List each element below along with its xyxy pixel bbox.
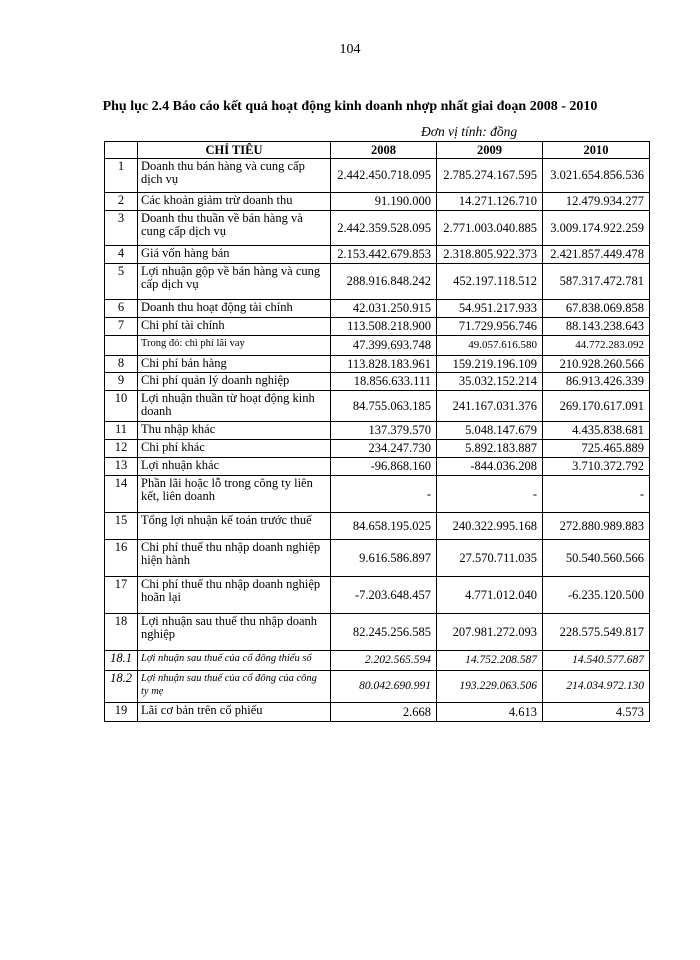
- value-2010: 3.021.654.856.536: [543, 159, 650, 193]
- table-row: [105, 373, 650, 391]
- row-number: 1: [105, 159, 138, 193]
- header-no: [105, 142, 138, 159]
- value-2009: 14.752.208.587: [437, 651, 543, 671]
- value-2010: 3.009.174.922.259: [543, 211, 650, 246]
- value-2010: 14.540.577.687: [543, 651, 650, 671]
- row-label: Lãi cơ bản trên cổ phiếu: [138, 703, 331, 722]
- table-row: [105, 513, 650, 540]
- table-row: [105, 476, 650, 513]
- row-label: Trong đó: chi phí lãi vay: [138, 336, 331, 356]
- value-2009: 241.167.031.376: [437, 391, 543, 422]
- table-row: [105, 671, 650, 703]
- row-label: Doanh thu hoạt động tài chính: [138, 300, 331, 318]
- value-2008: 2.668: [331, 703, 437, 722]
- table-row: [105, 318, 650, 336]
- table-row: [105, 540, 650, 577]
- row-number: 12: [105, 440, 138, 458]
- table-row: [105, 422, 650, 440]
- value-2010: 50.540.560.566: [543, 540, 650, 577]
- value-2008: 84.755.063.185: [331, 391, 437, 422]
- row-number: 2: [105, 193, 138, 211]
- value-2008: 84.658.195.025: [331, 513, 437, 540]
- table-row: [105, 614, 650, 651]
- row-number: 3: [105, 211, 138, 246]
- value-2009: 193.229.063.506: [437, 671, 543, 703]
- row-label: Phần lãi hoặc lỗ trong công ty liên kết, liên doanh: [138, 476, 331, 513]
- value-2008: 2.202.565.594: [331, 651, 437, 671]
- value-2008: 80.042.690.991: [331, 671, 437, 703]
- value-2010: -6.235.120.500: [543, 577, 650, 614]
- row-label: Chi phí bán hàng: [138, 356, 331, 373]
- value-2009: 240.322.995.168: [437, 513, 543, 540]
- row-number: 8: [105, 356, 138, 373]
- row-label: Chi phí khác: [138, 440, 331, 458]
- value-2010: 272.880.989.883: [543, 513, 650, 540]
- unit-note: Đơn vị tính: đồng: [421, 124, 518, 139]
- header-2010: 2010: [543, 142, 650, 159]
- row-label: Lợi nhuận sau thuế của cổ đông thiểu số: [138, 651, 331, 671]
- table-row: [105, 193, 650, 211]
- value-2010: 67.838.069.858: [543, 300, 650, 318]
- row-number: 16: [105, 540, 138, 577]
- table-header-row: [105, 142, 650, 159]
- value-2010: 214.034.972.130: [543, 671, 650, 703]
- value-2009: 207.981.272.093: [437, 614, 543, 651]
- value-2008: -96.868.160: [331, 458, 437, 476]
- row-label: Doanh thu thuần về bán hàng và cung cấp dịch vụ: [138, 211, 331, 246]
- row-label: Lợi nhuận sau thuế thu nhập doanh nghiệp: [138, 614, 331, 651]
- row-label: Chi phí tài chính: [138, 318, 331, 336]
- row-label: Lợi nhuận gộp về bán hàng và cung cấp dịch vụ: [138, 264, 331, 300]
- table-row: [105, 703, 650, 722]
- value-2009: 2.771.003.040.885: [437, 211, 543, 246]
- row-label: Các khoản giảm trừ doanh thu: [138, 193, 331, 211]
- value-2009: 159.219.196.109: [437, 356, 543, 373]
- row-number: 11: [105, 422, 138, 440]
- row-number: [105, 336, 138, 356]
- document-title: Phụ lục 2.4 Báo cáo kết quả hoạt động kinh doanh nhợp nhất giai đoạn 2008 - 2010: [102, 99, 598, 114]
- value-2008: 2.442.450.718.095: [331, 159, 437, 193]
- value-2010: 587.317.472.781: [543, 264, 650, 300]
- value-2010: 3.710.372.792: [543, 458, 650, 476]
- value-2010: 44.772.283.092: [543, 336, 650, 356]
- value-2009: 4.613: [437, 703, 543, 722]
- page-number: 104: [339, 42, 361, 57]
- table-row: [105, 336, 650, 356]
- value-2009: 4.771.012.040: [437, 577, 543, 614]
- value-2008: 113.828.183.961: [331, 356, 437, 373]
- row-label: Giá vốn hàng bán: [138, 246, 331, 264]
- row-label: Chi phí quản lý doanh nghiệp: [138, 373, 331, 391]
- value-2009: 27.570.711.035: [437, 540, 543, 577]
- row-number: 13: [105, 458, 138, 476]
- value-2008: 288.916.848.242: [331, 264, 437, 300]
- value-2009: 71.729.956.746: [437, 318, 543, 336]
- row-label: Doanh thu bán hàng và cung cấp dịch vụ: [138, 159, 331, 193]
- value-2009: 2.785.274.167.595: [437, 159, 543, 193]
- header-2008: 2008: [331, 142, 437, 159]
- row-number: 17: [105, 577, 138, 614]
- table-row: [105, 211, 650, 246]
- value-2009: 14.271.126.710: [437, 193, 543, 211]
- value-2008: 9.616.586.897: [331, 540, 437, 577]
- value-2009: -844.036.208: [437, 458, 543, 476]
- row-number: 18: [105, 614, 138, 651]
- header-2009: 2009: [437, 142, 543, 159]
- row-label: Tổng lợi nhuận kế toán trước thuế: [138, 513, 331, 540]
- table-row: [105, 391, 650, 422]
- table-row: [105, 246, 650, 264]
- value-2009: 35.032.152.214: [437, 373, 543, 391]
- value-2008: 82.245.256.585: [331, 614, 437, 651]
- table-row: [105, 159, 650, 193]
- value-2010: 725.465.889: [543, 440, 650, 458]
- table-row: [105, 300, 650, 318]
- value-2008: -7.203.648.457: [331, 577, 437, 614]
- row-number: 9: [105, 373, 138, 391]
- row-number: 5: [105, 264, 138, 300]
- value-2008: 18.856.633.111: [331, 373, 437, 391]
- row-number: 14: [105, 476, 138, 513]
- table-row: [105, 356, 650, 373]
- table-row: [105, 440, 650, 458]
- value-2008: 234.247.730: [331, 440, 437, 458]
- table-row: [105, 577, 650, 614]
- value-2010: 269.170.617.091: [543, 391, 650, 422]
- value-2008: -: [331, 476, 437, 513]
- value-2009: 5.892.183.887: [437, 440, 543, 458]
- value-2009: 2.318.805.922.373: [437, 246, 543, 264]
- row-number: 10: [105, 391, 138, 422]
- table-row: [105, 264, 650, 300]
- row-number: 6: [105, 300, 138, 318]
- value-2010: 4.573: [543, 703, 650, 722]
- value-2008: 113.508.218.900: [331, 318, 437, 336]
- row-number: 18.1: [105, 651, 138, 671]
- table-row: [105, 458, 650, 476]
- value-2008: 2.442.359.528.095: [331, 211, 437, 246]
- row-label: Lợi nhuận khác: [138, 458, 331, 476]
- value-2010: 12.479.934.277: [543, 193, 650, 211]
- value-2010: 86.913.426.339: [543, 373, 650, 391]
- header-indicator: CHỈ TIÊU: [138, 142, 331, 159]
- value-2010: 2.421.857.449.478: [543, 246, 650, 264]
- row-label: Chi phí thuế thu nhập doanh nghiệp hiện hành: [138, 540, 331, 577]
- value-2008: 47.399.693.748: [331, 336, 437, 356]
- row-label: Chi phí thuế thu nhập doanh nghiệp hoãn lại: [138, 577, 331, 614]
- row-number: 18.2: [105, 671, 138, 703]
- value-2010: 88.143.238.643: [543, 318, 650, 336]
- row-number: 19: [105, 703, 138, 722]
- value-2009: -: [437, 476, 543, 513]
- value-2008: 42.031.250.915: [331, 300, 437, 318]
- income-statement-table: [104, 141, 650, 722]
- row-number: 15: [105, 513, 138, 540]
- row-label: Lợi nhuận sau thuế của cổ đông của công ty mẹ: [138, 671, 331, 703]
- row-label: Thu nhập khác: [138, 422, 331, 440]
- value-2010: -: [543, 476, 650, 513]
- value-2009: 452.197.118.512: [437, 264, 543, 300]
- row-label: Lợi nhuận thuần từ hoạt động kinh doanh: [138, 391, 331, 422]
- value-2010: 228.575.549.817: [543, 614, 650, 651]
- value-2009: 49.057.616.580: [437, 336, 543, 356]
- row-number: 4: [105, 246, 138, 264]
- value-2009: 5.048.147.679: [437, 422, 543, 440]
- value-2010: 4.435.838.681: [543, 422, 650, 440]
- value-2009: 54.951.217.933: [437, 300, 543, 318]
- row-number: 7: [105, 318, 138, 336]
- value-2008: 91.190.000: [331, 193, 437, 211]
- value-2008: 2.153.442.679.853: [331, 246, 437, 264]
- table-row: [105, 651, 650, 671]
- value-2010: 210.928.260.566: [543, 356, 650, 373]
- value-2008: 137.379.570: [331, 422, 437, 440]
